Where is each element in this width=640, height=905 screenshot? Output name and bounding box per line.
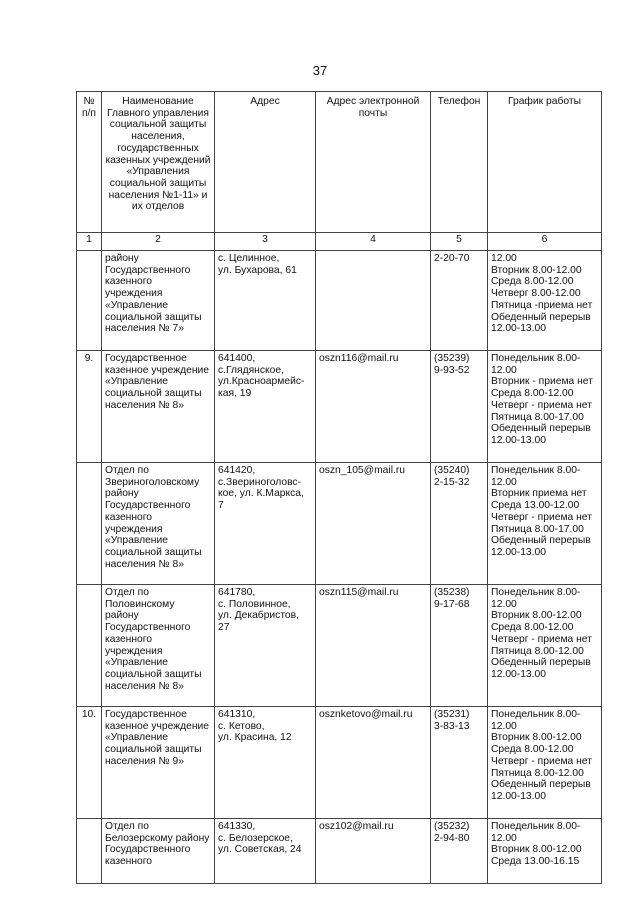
schedule-line: Вторник - приема нет [491,376,593,388]
address-line: кое, ул. К.Маркса, [218,488,304,500]
phone-line: (35240) [434,465,470,476]
column-number: 6 [488,233,602,251]
name-cell [102,819,215,884]
name-line: социальной защиты [105,311,202,323]
address-cell [215,251,316,351]
schedule-line: Среда 8.00-12.00 [491,744,574,756]
schedule-cell [488,351,602,463]
schedule-line: Пятница 8.00-12.00 [491,767,584,779]
schedule-line: 12.00 [491,720,517,732]
name-line: Звериноголовскому [105,476,200,488]
email-cell: oszn115@mail.ru [316,585,431,707]
name-line: «Управление [105,732,168,744]
column-number: 4 [316,233,431,251]
schedule-line: Вторник 8.00-12.00 [491,732,582,744]
name-cell [102,707,215,819]
schedule-line: 12.00-13.00 [491,668,546,680]
name-line: населения № 8» [105,680,184,692]
phone-line: 2-20-70 [434,253,470,264]
name-line: Отдел по [105,587,149,598]
schedule-line: Четверг - приема нет [491,399,592,411]
page-number: 37 [312,63,328,78]
phone-line: 9-17-68 [434,598,470,610]
schedule-line: Четверг - приема нет [491,633,592,645]
schedule-line: Вторник 8.00-12.00 [491,264,582,276]
address-line: 641420, [218,465,256,476]
row-number-cell [77,585,102,707]
row-number-cell [77,819,102,884]
schedule-line: Пятница 8.00-12.00 [491,645,584,657]
name-line: казенное учреждение [105,720,209,732]
name-line: «Управление [105,535,168,547]
address-cell [215,707,316,819]
address-line: 7 [218,500,224,512]
header-name: Наименование Главного управления социальной защиты населения, государственных казенных учреждений «Управления социальной защиты населения №1-11» и их отделов [102,92,215,233]
name-line: Государственного [105,500,191,512]
schedule-line: Четверг 8.00-12.00 [491,288,581,300]
schedule-line: 12.00 [491,832,517,844]
name-line: социальной защиты [105,744,202,756]
address-line: с. Целинное, [218,253,280,264]
name-cell [102,351,215,463]
email-cell: oszn116@mail.ru [316,351,431,463]
column-number: 2 [102,233,215,251]
schedule-line: 12.00 [491,598,517,610]
name-line: социальной защиты [105,388,202,400]
address-line: ул. Декабристов, [218,610,299,622]
name-line: «Управление [105,299,168,311]
address-line: кая, 19 [218,388,252,400]
phone-line: (35238) [434,587,470,598]
address-line: 641400, [218,353,256,364]
table-row [77,707,602,819]
phone-line: 9-93-52 [434,364,470,376]
schedule-line: Пятница 8.00-17.00 [491,523,584,535]
phone-line: (35239) [434,353,470,364]
schedule-line: Четверг - приема нет [491,755,592,767]
address-cell [215,585,316,707]
schedule-line: Обеденный перерыв [491,657,591,669]
row-number-cell [77,463,102,585]
schedule-cell [488,819,602,884]
agencies-table [76,91,602,884]
schedule-line: Понедельник 8.00- [491,821,581,832]
table-row [77,251,602,351]
table-row [77,463,602,585]
phone-cell [431,819,488,884]
name-line: населения № 8» [105,558,184,570]
name-line: казенное учреждение [105,364,209,376]
schedule-line: Пятница -приема нет [491,299,593,311]
phone-cell [431,251,488,351]
schedule-line: 12.00-13.00 [491,790,546,802]
email-cell: osznketovo@mail.ru [316,707,431,819]
name-line: Отдел по [105,821,149,832]
address-line: с. Белозерское, [218,832,293,844]
column-number: 3 [215,233,316,251]
header-phone: Телефон [431,92,488,233]
email-cell: oszn_105@mail.ru [316,463,431,585]
phone-line: (35232) [434,821,470,832]
name-line: Белозерскому району [105,832,210,844]
name-line: «Управление [105,657,168,669]
table-row [77,819,602,884]
schedule-line: 12.00-13.00 [491,434,546,446]
email-cell [316,251,431,351]
schedule-line: Среда 13.00-16.15 [491,856,580,868]
name-line: Отдел по [105,465,149,476]
header-number: № п/п [77,92,102,233]
phone-line: (35231) [434,709,470,720]
address-line: ул. Красина, 12 [218,732,292,744]
address-line: с.Звериноголовс- [218,476,302,488]
row-number-cell [77,251,102,351]
address-cell [215,351,316,463]
column-number: 5 [431,233,488,251]
phone-line: 2-94-80 [434,832,470,844]
address-line: ул.Красноармейс- [218,376,305,388]
name-cell [102,463,215,585]
name-line: «Управление [105,376,168,388]
table-header-row [77,92,602,233]
name-cell [102,251,215,351]
schedule-line: Понедельник 8.00- [491,587,581,598]
name-line: району [105,253,139,264]
name-line: учреждения [105,523,163,535]
schedule-line: Вторник 8.00-12.00 [491,844,582,856]
address-cell [215,819,316,884]
schedule-line: 12.00 [491,364,517,376]
name-line: району [105,488,139,500]
name-line: населения № 8» [105,399,184,411]
address-line: 641330, [218,821,256,832]
schedule-line: Обеденный перерыв [491,423,591,435]
phone-line: 3-83-13 [434,720,470,732]
name-line: казенного [105,856,153,868]
name-line: Половинскому [105,598,175,610]
name-line: казенного [105,511,153,523]
header-email: Адрес электронной почты [316,92,431,233]
column-numbers-row [77,233,602,251]
schedule-line: Среда 8.00-12.00 [491,276,574,288]
header-address: Адрес [215,92,316,233]
email-cell: osz102@mail.ru [316,819,431,884]
schedule-line: Обеденный перерыв [491,779,591,791]
name-line: населения № 7» [105,323,184,335]
schedule-line: Среда 8.00-12.00 [491,388,574,400]
schedule-line: Среда 13.00-12.00 [491,500,580,512]
address-line: ул. Советская, 24 [218,844,302,856]
address-line: 27 [218,622,230,634]
address-line: с.Глядянское, [218,364,284,376]
name-line: Государственного [105,264,191,276]
schedule-cell [488,463,602,585]
phone-cell [431,351,488,463]
phone-cell [431,585,488,707]
address-cell [215,463,316,585]
schedule-line: Понедельник 8.00- [491,709,581,720]
name-line: Государственное [105,709,187,720]
schedule-line: Понедельник 8.00- [491,353,581,364]
table-row [77,351,602,463]
name-line: учреждения [105,645,163,657]
schedule-line: Четверг - приема нет [491,511,592,523]
address-line: ул. Бухарова, 61 [218,264,297,276]
schedule-cell [488,585,602,707]
schedule-cell [488,251,602,351]
phone-cell [431,707,488,819]
table-row [77,585,602,707]
name-line: Государственное [105,353,187,364]
header-schedule: График работы [488,92,602,233]
schedule-line: Среда 8.00-12.00 [491,622,574,634]
name-line: социальной защиты [105,546,202,558]
name-line: району [105,610,139,622]
schedule-line: Вторник 8.00-12.00 [491,610,582,622]
address-line: с. Кетово, [218,720,265,732]
name-line: казенного [105,633,153,645]
schedule-cell [488,707,602,819]
schedule-line: Обеденный перерыв [491,535,591,547]
name-cell [102,585,215,707]
address-line: 641310, [218,709,256,720]
phone-line: 2-15-32 [434,476,470,488]
row-number-cell: 10. [77,707,102,819]
schedule-line: Понедельник 8.00- [491,465,581,476]
name-line: социальной защиты [105,668,202,680]
column-number: 1 [77,233,102,251]
name-line: Государственного [105,622,191,634]
address-line: 641780, [218,587,256,598]
schedule-line: 12.00-13.00 [491,546,546,558]
schedule-line: Вторник приема нет [491,488,587,500]
row-number-cell: 9. [77,351,102,463]
schedule-line: 12.00 [491,253,517,264]
name-line: населения № 9» [105,755,184,767]
schedule-line: 12.00-13.00 [491,323,546,335]
schedule-line: Пятница 8.00-17.00 [491,411,584,423]
address-line: с. Половинное, [218,598,291,610]
phone-cell [431,463,488,585]
schedule-line: 12.00 [491,476,517,488]
name-line: казенного [105,276,153,288]
schedule-line: Обеденный перерыв [491,311,591,323]
name-line: Государственного [105,844,191,856]
name-line: учреждения [105,288,163,300]
